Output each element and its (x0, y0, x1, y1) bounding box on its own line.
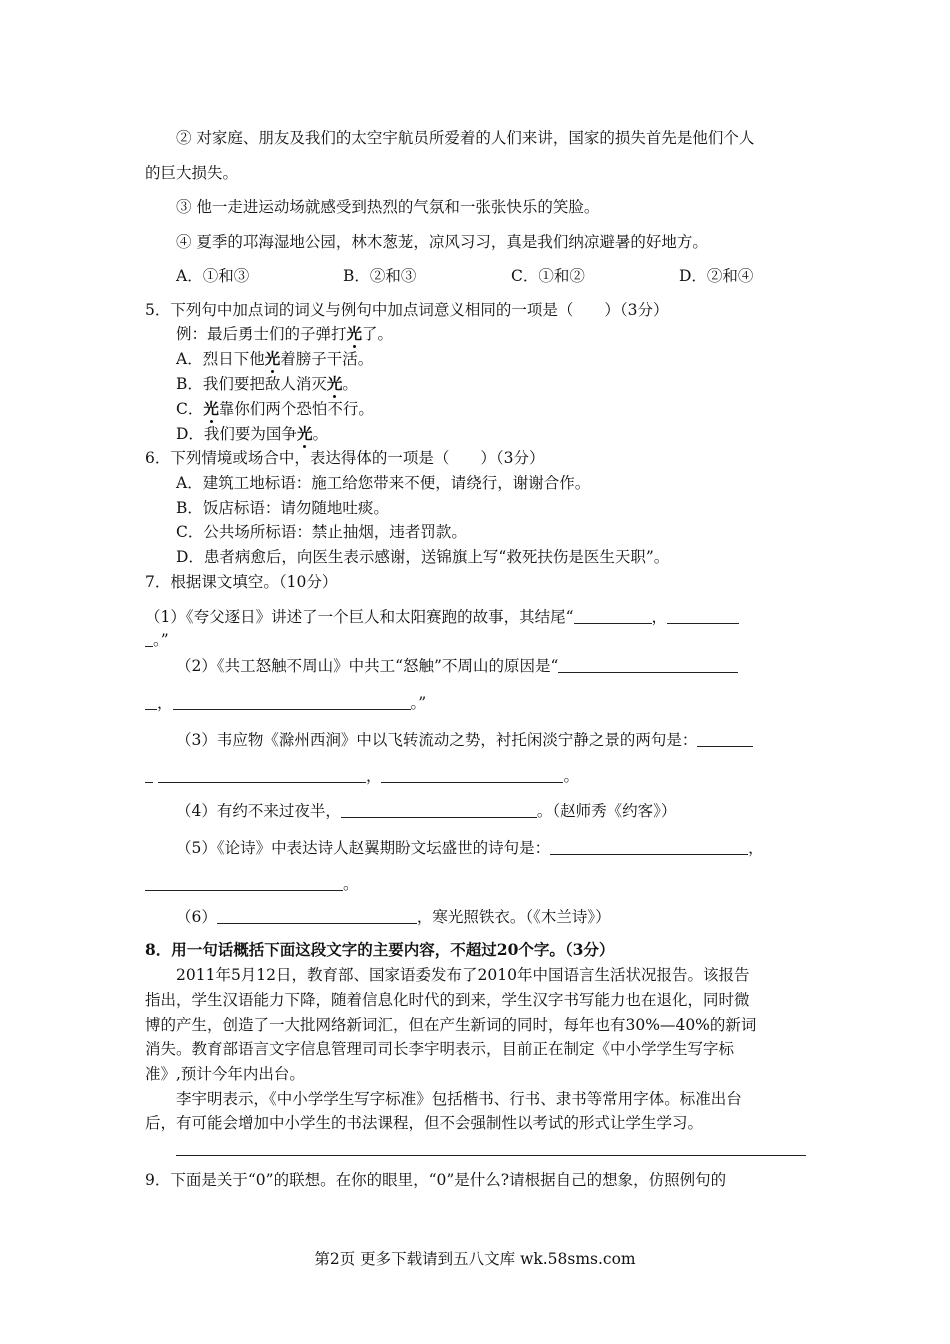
q7-item-4-text: （4）有约不来过夜半， (176, 802, 341, 820)
q7-item-2-comma: ， (157, 694, 173, 712)
q5-example-text: 例：最后勇士们的子弹打 (176, 325, 347, 343)
q6-option-a: A．建筑工地标语：施工给您带来不便，请绕行，谢谢合作。 (176, 474, 591, 492)
q5-option-d (176, 424, 328, 444)
q8-paragraph-2-line: 后，有可能会增加中小学生的书法课程，但不会强制性以考试的形式让学生学习。 (145, 1114, 704, 1132)
emphasis-dot-char: 光 (326, 374, 343, 393)
q5-c-text: C． (176, 400, 204, 418)
q8-stem: 8．用一句话概括下面这段文字的主要内容，不超过20个字。（3分） (145, 940, 615, 959)
q7-item-2-end: 。” (410, 694, 427, 712)
q6-option-d: D．患者病愈后，向医生表示感谢，送锦旗上写“救死扶伤是医生天职”。 (176, 548, 670, 566)
answer-blank[interactable] (158, 766, 366, 783)
answer-blank[interactable] (381, 766, 563, 783)
answer-blank[interactable] (550, 838, 748, 855)
answer-blank[interactable] (667, 607, 739, 624)
answer-blank[interactable] (697, 730, 753, 747)
q6-option-b: B．饭店标语：请勿随地吐痰。 (176, 499, 389, 517)
q8-paragraph-1-line: 2011年5月12日，教育部、国家语委发布了2010年中国语言生活状况报告。该报告 (176, 966, 750, 984)
q7-stem: 7．根据课文填空。（10分） (145, 573, 338, 591)
q7-item-1-comma: ， (651, 608, 668, 626)
q7-item-1-line-2 (145, 630, 169, 650)
q7-item-2-line-1 (176, 656, 738, 676)
answer-blank[interactable] (145, 874, 343, 891)
q5-b-text: B．我们要把敌人消灭 (176, 375, 327, 393)
q7-item-3-comma: ， (365, 767, 382, 785)
q7-item-3-end: 。 (563, 767, 579, 785)
q7-item-3-line-1 (176, 730, 753, 750)
q5-d-text: D．我们要为国争 (176, 425, 297, 443)
q4-option-d: D．②和④ (679, 267, 754, 285)
q6-stem: 6．下列情境或场合中，表达得体的一项是（ ）（3分） (145, 449, 545, 467)
emphasis-dot-char: 光 (203, 399, 219, 418)
q5-option-b (176, 374, 358, 394)
q7-item-2-line-2 (145, 693, 426, 713)
q5-a-text: A．烈日下他 (176, 350, 265, 368)
answer-line[interactable] (176, 1155, 806, 1156)
q7-item-5-end: 。 (343, 875, 359, 893)
q5-example-end: 了。 (362, 325, 394, 343)
answer-blank[interactable] (341, 801, 537, 818)
answer-blank[interactable] (574, 607, 652, 624)
q4-option-b: B．②和③ (343, 267, 417, 285)
q7-item-5-line-2 (145, 874, 359, 894)
q7-item-4 (176, 801, 676, 821)
q5-a-end: 着膀子干活。 (280, 350, 374, 368)
answer-blank[interactable] (145, 766, 153, 783)
q8-paragraph-1-line: 消失。教育部语言文字信息管理司司长李宇明表示，目前正在制定《中小学学生写字标 (145, 1040, 735, 1058)
q4-options (176, 266, 753, 286)
q7-item-6 (176, 907, 611, 927)
answer-blank[interactable] (145, 693, 157, 710)
emphasis-dot-char: 光 (264, 349, 281, 368)
q5-example (176, 324, 393, 344)
q7-item-3-text: （3）韦应物《滁州西涧》中以飞转流动之势，衬托闲淡宁静之景的两句是： (176, 731, 698, 749)
q4-option-c: C．①和② (511, 267, 585, 285)
q5-c-end: 靠你们两个恐怕不行。 (218, 400, 374, 418)
q7-item-5-text: （5）《论诗》中表达诗人赵翼期盼文坛盛世的诗句是： (176, 839, 551, 857)
q4-item-2-line-2: 的巨大损失。 (145, 164, 239, 182)
q9-stem: 9．下面是关于“0”的联想。在你的眼里，“0”是什么?请根据自己的想象，仿照例句的 (145, 1171, 727, 1189)
q5-option-c (176, 399, 374, 419)
q7-item-6-end: ，寒光照铁衣。（《木兰诗》） (416, 908, 611, 926)
q4-item-3: ③ 他一走进运动场就感受到热烈的气氛和一张张快乐的笑脸。 (176, 198, 600, 216)
q5-d-end: 。 (312, 425, 328, 443)
q8-paragraph-1-line: 指出，学生汉语能力下降，随着信息化时代的到来，学生汉字书写能力也在退化，同时微 (145, 991, 750, 1009)
q7-item-3-line-2 (145, 766, 579, 786)
q5-stem: 5．下列句中加点词的词义与例句中加点词意义相同的一项是（ ）（3分） (145, 301, 669, 319)
q7-item-1-end: 。” (153, 631, 169, 649)
q7-item-1-line-1 (145, 607, 739, 627)
emphasis-dot-char: 光 (346, 324, 363, 343)
q7-item-5-line-1 (176, 838, 764, 858)
q7-item-5-comma: ， (748, 839, 764, 857)
q5-b-end: 。 (342, 375, 358, 393)
q7-item-6-text: （6） (176, 908, 217, 926)
q7-item-2-text: （2）《共工怒触不周山》中共工“怒触”不周山的原因是“ (176, 657, 559, 675)
q6-option-c: C．公共场所标语：禁止抽烟，违者罚款。 (176, 523, 467, 541)
q4-item-4: ④ 夏季的邛海湿地公园，林木葱茏，凉风习习，真是我们纳凉避暑的好地方。 (176, 233, 708, 251)
q4-option-a: A．①和③ (176, 267, 250, 285)
q8-paragraph-2-line: 李宇明表示，《中小学学生写字标准》包括楷书、行书、隶书等常用字体。标准出台 (176, 1090, 742, 1108)
q4-item-2-line-1: ② 对家庭、朋友及我们的太空宇航员所爱着的人们来讲，国家的损失首先是他们个人 (176, 129, 755, 147)
answer-blank[interactable] (173, 693, 411, 710)
q8-paragraph-1-line: 博的产生，创造了一大批网络新词汇，但在产生新词的同时，每年也有30%—40%的新词 (145, 1016, 757, 1034)
q7-item-1-text: （1）《夸父逐日》讲述了一个巨人和太阳赛跑的故事，其结尾“ (145, 608, 574, 626)
q5-option-a (176, 349, 373, 369)
answer-blank[interactable] (145, 630, 153, 647)
q8-paragraph-1-line: 准》,预计今年内出台。 (145, 1065, 305, 1083)
answer-blank[interactable] (217, 907, 417, 924)
emphasis-dot-char: 光 (296, 424, 313, 443)
page-footer: 第2页 更多下载请到五八文库 wk.58sms.com (314, 1250, 636, 1268)
answer-blank[interactable] (558, 656, 738, 673)
q7-item-4-end: 。（赵师秀《约客》） (536, 802, 677, 820)
